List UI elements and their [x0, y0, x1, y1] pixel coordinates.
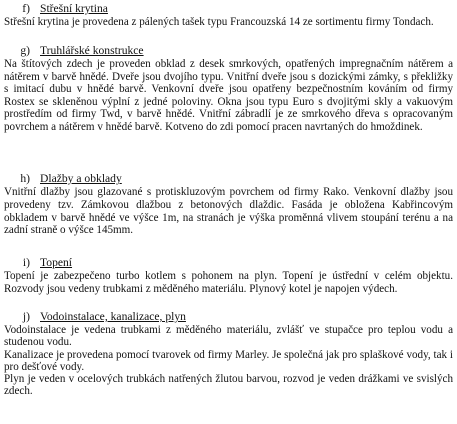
section-truhlarske-konstrukce — [4, 44, 453, 134]
section-title: Střešní krytina — [40, 2, 108, 15]
section-heading — [4, 256, 453, 270]
section-body — [4, 186, 453, 237]
section-heading — [4, 2, 453, 16]
paragraph: Na štítových zdech je proveden obklad z desek smrkových, opatřených impregnačním nátěrem a nátěrem v barvě hnědé. Dveře jsou dvojího typu. Vnitřní dveře jsou s dozickými zámky, s překližky s imitací dubu v hnědé barvě. Venkovní dveře jsou opatřeny bezpečnostním kováním od firmy Rostex se skleněnou výplní z jedné poloviny. Okna jsou typu Euro s dvojitými skly a vakuovým prostředím od firmy Twd, v barvě hnědé. Vnitřní zábradlí je ze smrkového dřeva s opracovaným povrchem a nátěrem v hnědé barvě. Kotveno do zdi pomocí pracen navrtaných do hmoždinek. — [4, 58, 453, 133]
section-title: Topení — [40, 256, 73, 269]
section-letter: h) — [20, 172, 30, 185]
section-topeni — [4, 256, 453, 296]
section-letter: f) — [22, 2, 30, 15]
section-body — [4, 270, 453, 296]
section-letter: g) — [20, 44, 30, 57]
section-dlazby-a-obklady — [4, 172, 453, 237]
section-letter: i) — [22, 256, 30, 269]
section-title: Vodoinstalace, kanalizace, plyn — [40, 310, 186, 323]
section-heading — [4, 44, 453, 58]
paragraph: Vnitřní dlažby jsou glazované s protiskluzovým povrchem od firmy Rako. Venkovní dlažby jsou provedeny tzv. Zámkovou dlažbou z betonových dlaždic. Fasáda je obložena Kabřincovým obkladem v barvě hnědé ve výšce 1m, na stranách je výška proměnná vlivem stoupání terénu a na zadní straně o výšce 145mm. — [4, 186, 453, 237]
paragraph: Topení je zabezpečeno turbo kotlem s pohonem na plyn. Topení je ústřední v celém objektu. Rozvody jsou vedeny trubkami z měděného materiálu. Plynový kotel je napojen výdech. — [4, 270, 453, 295]
section-title: Truhlářské konstrukce — [40, 44, 144, 57]
paragraph: Kanalizace je provedena pomocí tvarovek od firmy Marley. Je společná jak pro splaškové vody, tak i pro dešťové vody. — [4, 348, 453, 373]
section-body — [4, 58, 453, 134]
section-letter: j) — [22, 310, 30, 323]
section-body — [4, 324, 453, 398]
section-title: Dlažby a obklady — [40, 172, 122, 185]
paragraph: Vodoinstalace je vedena trubkami z měděného materiálu, zvlášť ve stupačce pro teplou vodu a studenou vodu. — [4, 324, 453, 349]
section-strecni-krytina — [4, 2, 453, 28]
paragraph: Plyn je veden v ocelových trubkách natřených žlutou barvou, rozvod je veden drážkami ve svislých zdech. — [4, 373, 453, 398]
section-vodoinstalace — [4, 310, 453, 398]
section-heading — [4, 310, 453, 324]
section-body — [4, 16, 453, 28]
section-heading — [4, 172, 453, 186]
paragraph: Střešní krytina je provedena z pálených tašek typu Francouzská 14 ze sortimentu firmy Tondach. — [4, 16, 434, 28]
